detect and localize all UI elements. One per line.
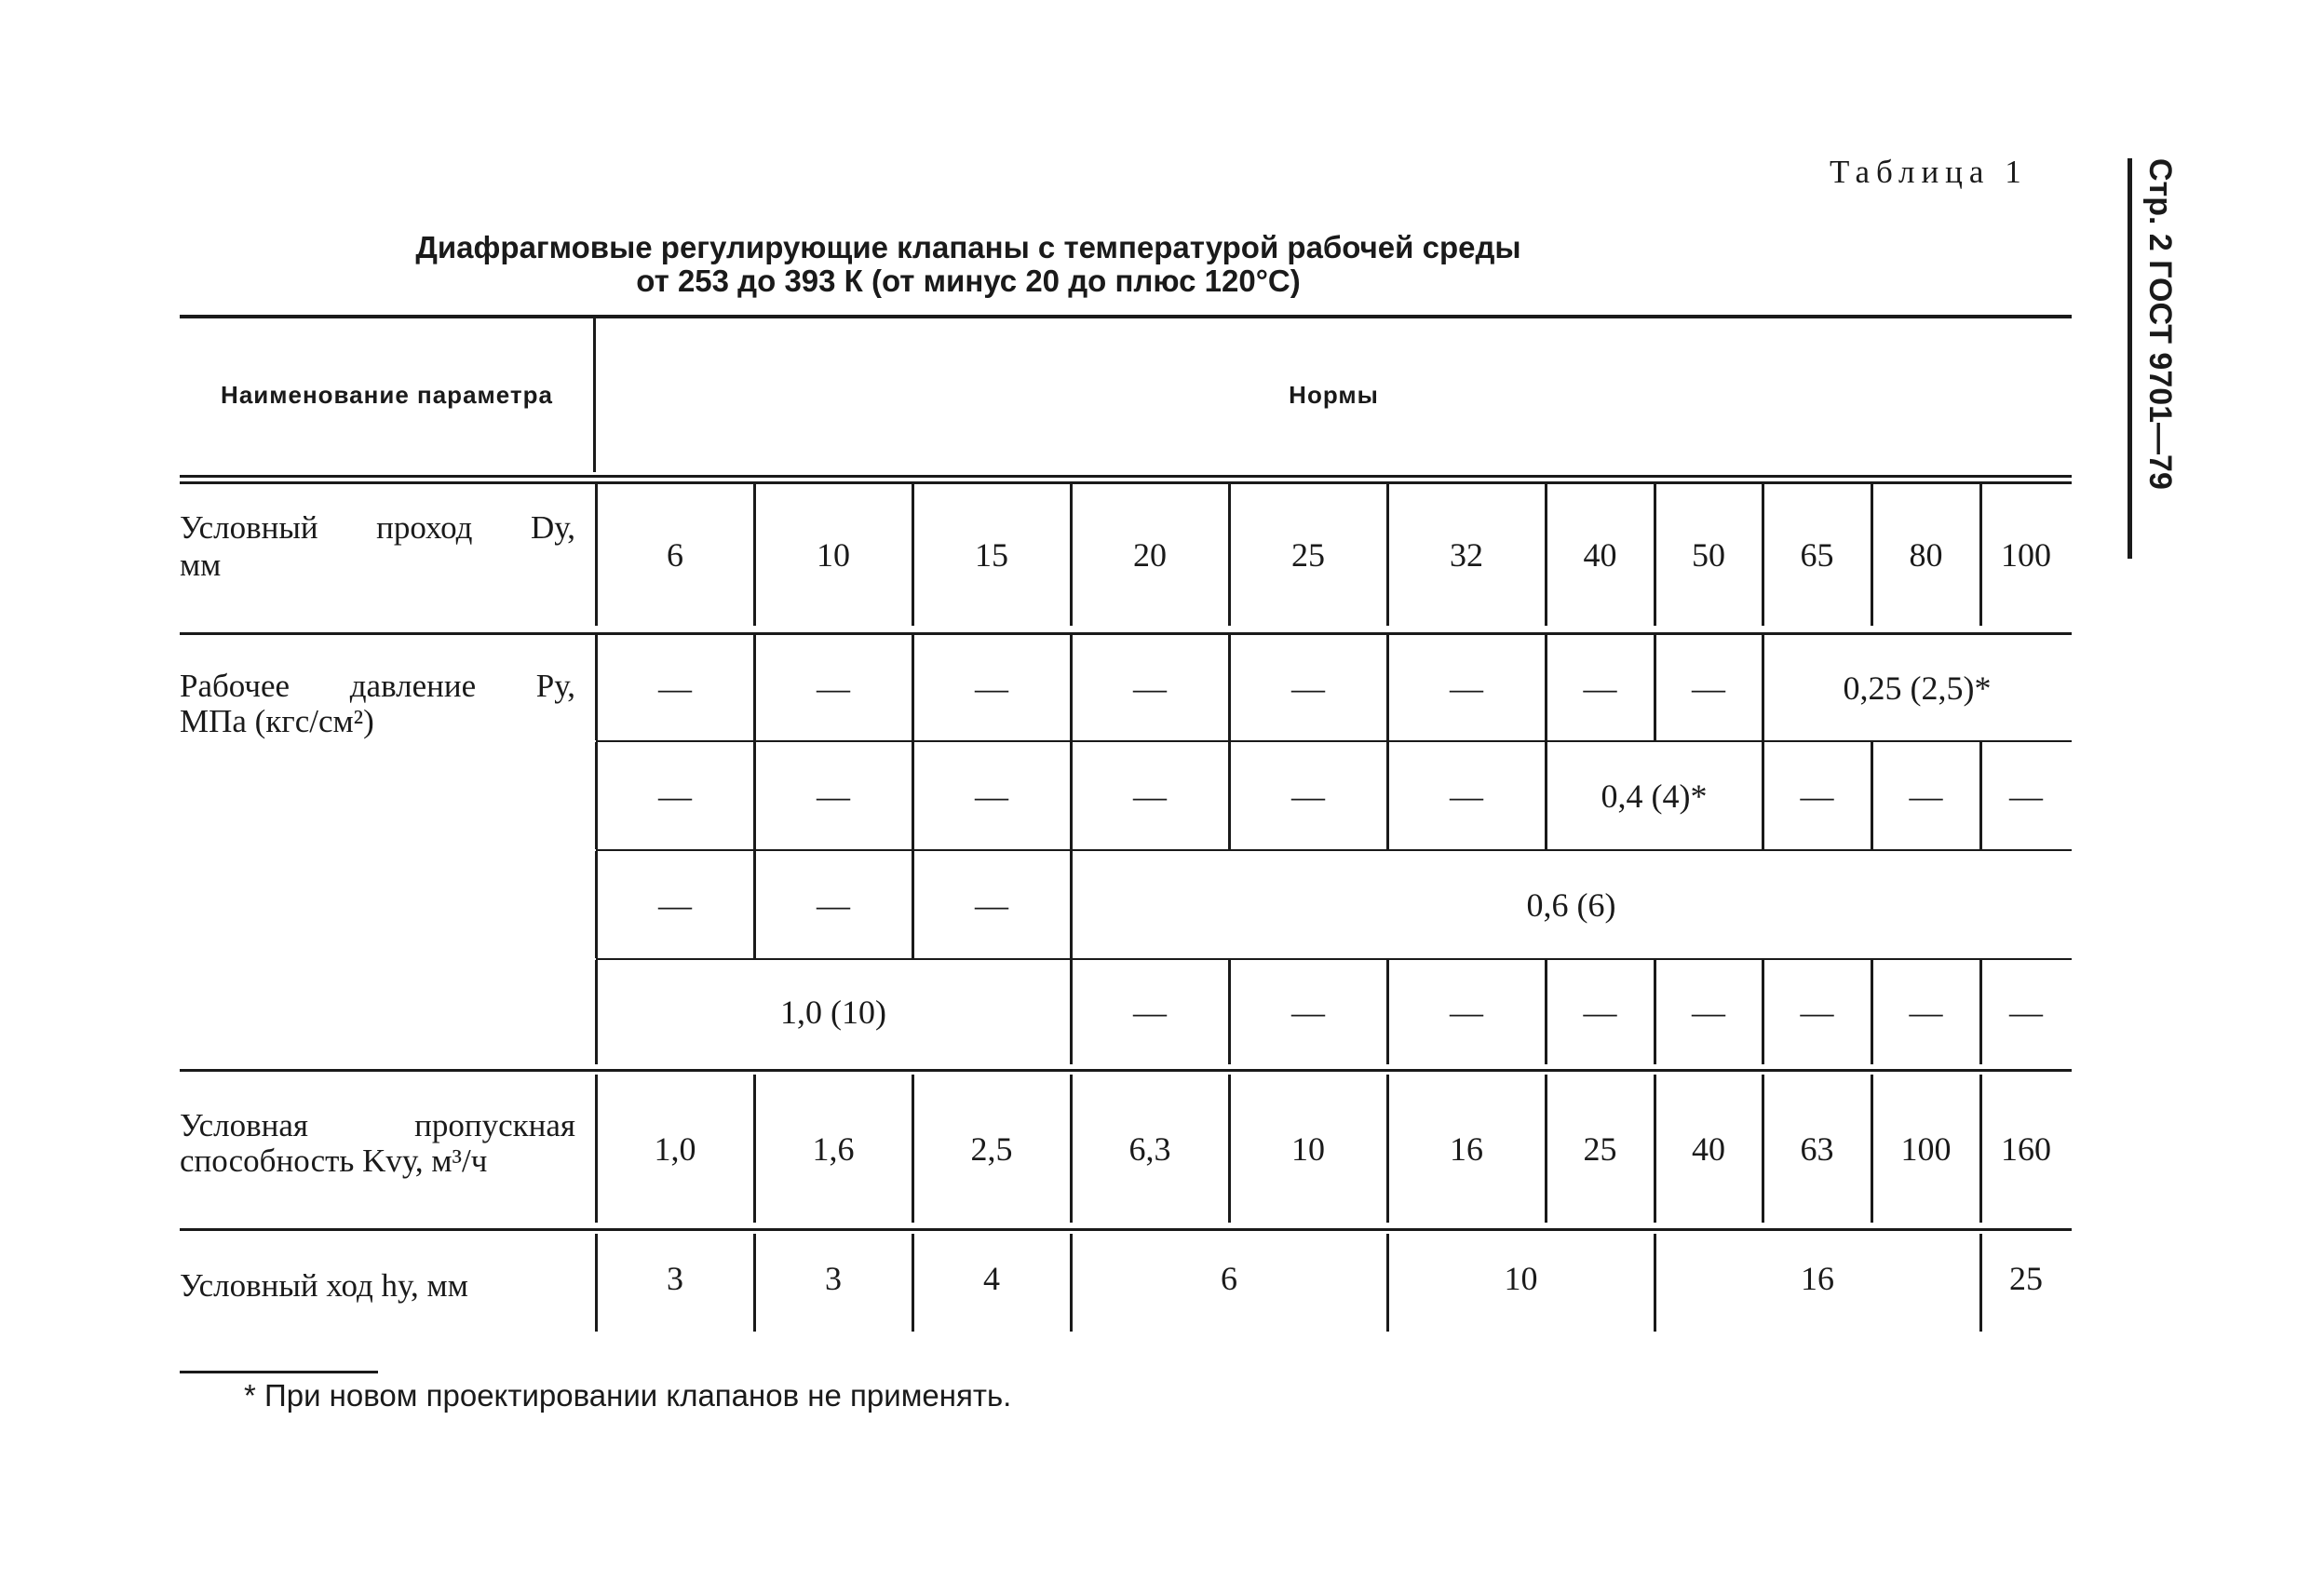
rule-kv bbox=[180, 1228, 2072, 1231]
side-header bbox=[2141, 158, 2179, 559]
py-dash: — bbox=[817, 669, 850, 707]
py-dash: — bbox=[658, 669, 692, 707]
dy-label-line1: Условный проход Dу, bbox=[180, 509, 575, 546]
dy-value: 65 bbox=[1800, 536, 1834, 574]
table-title-line1: Диафрагмовые регулирующие клапаны с температурой рабочей среды bbox=[415, 230, 1521, 264]
py-span-3: 0,6 (6) bbox=[1526, 886, 1616, 924]
py-dash: — bbox=[1291, 994, 1325, 1031]
py-dash: — bbox=[1800, 994, 1834, 1031]
hy-value: 10 bbox=[1504, 1259, 1538, 1297]
kv-value: 2,5 bbox=[970, 1129, 1013, 1168]
dy-value: 40 bbox=[1583, 536, 1617, 574]
py-dash: — bbox=[1909, 777, 1943, 815]
py-dash: — bbox=[1909, 994, 1943, 1031]
side-rule bbox=[2128, 158, 2132, 559]
py-dash: — bbox=[817, 777, 850, 815]
side-header-text: Стр. 2 ГОСТ 9701—79 bbox=[2142, 158, 2178, 490]
py-dash: — bbox=[2009, 777, 2043, 815]
dy-value: 6 bbox=[667, 536, 683, 574]
py-dash: — bbox=[975, 669, 1008, 707]
py-dash: — bbox=[1450, 669, 1483, 707]
dy-value: 10 bbox=[817, 536, 850, 574]
hy-value: 16 bbox=[1801, 1259, 1834, 1297]
kv-value: 1,6 bbox=[812, 1129, 855, 1168]
py-label-line1: Рабочее давление Pу, bbox=[180, 668, 575, 704]
rule-py bbox=[180, 1069, 2072, 1072]
kv-value: 40 bbox=[1692, 1129, 1725, 1168]
dy-value: 32 bbox=[1450, 536, 1483, 574]
table-title-line2: от 253 до 393 К (от минус 20 до плюс 120°С) bbox=[636, 264, 1301, 298]
dy-value: 25 bbox=[1291, 536, 1325, 574]
py-dash: — bbox=[1133, 669, 1167, 707]
rule-header-1 bbox=[180, 475, 2072, 478]
hy-value: 6 bbox=[1221, 1259, 1237, 1297]
py-dash: — bbox=[1291, 777, 1325, 815]
py-span-1: 0,25 (2,5)* bbox=[1843, 669, 1992, 707]
py-dash: — bbox=[1450, 994, 1483, 1031]
py-dash: — bbox=[1583, 669, 1617, 707]
hy-value: 25 bbox=[2009, 1259, 2043, 1297]
py-dash: — bbox=[1133, 994, 1167, 1031]
py-dash: — bbox=[1291, 669, 1325, 707]
dy-value: 100 bbox=[2001, 536, 2051, 574]
kv-value: 25 bbox=[1583, 1129, 1617, 1168]
py-dash: — bbox=[658, 886, 692, 924]
hy-value: 3 bbox=[667, 1259, 683, 1297]
kv-value: 100 bbox=[1900, 1129, 1952, 1168]
dy-value: 50 bbox=[1692, 536, 1725, 574]
footnote-rule bbox=[180, 1371, 378, 1373]
py-dash: — bbox=[1692, 994, 1725, 1031]
kv-label-line2: способность Kvу, м³/ч bbox=[180, 1143, 488, 1179]
hy-label: Условный ход hу, мм bbox=[180, 1267, 468, 1304]
py-dash: — bbox=[2009, 994, 2043, 1031]
dy-value: 20 bbox=[1133, 536, 1167, 574]
kv-value: 160 bbox=[2001, 1129, 2051, 1168]
header-param: Наименование параметра bbox=[221, 381, 553, 409]
kv-value: 16 bbox=[1450, 1129, 1483, 1168]
py-span-4: 1,0 (10) bbox=[780, 994, 886, 1031]
py-label-line2: МПа (кгс/см²) bbox=[180, 703, 374, 739]
table-label: Таблица 1 bbox=[1830, 154, 2028, 190]
py-dash: — bbox=[1583, 994, 1617, 1031]
kv-value: 63 bbox=[1800, 1129, 1834, 1168]
py-dash: — bbox=[975, 777, 1008, 815]
footnote: * При новом проектировании клапанов не применять. bbox=[244, 1378, 1012, 1413]
dy-value: 80 bbox=[1909, 536, 1943, 574]
py-dash: — bbox=[817, 886, 850, 924]
hy-value: 4 bbox=[983, 1259, 1000, 1297]
py-dash: — bbox=[1800, 777, 1834, 815]
dy-label-line2: мм bbox=[180, 547, 222, 583]
py-dash: — bbox=[975, 886, 1008, 924]
header-norms: Нормы bbox=[1289, 381, 1379, 409]
py-span-2: 0,4 (4)* bbox=[1601, 777, 1708, 815]
py-dash: — bbox=[1692, 669, 1725, 707]
py-dash: — bbox=[658, 777, 692, 815]
dy-value: 15 bbox=[975, 536, 1008, 574]
kv-value: 6,3 bbox=[1128, 1129, 1171, 1168]
kv-value: 10 bbox=[1291, 1129, 1325, 1168]
hy-value: 3 bbox=[825, 1259, 842, 1297]
py-dash: — bbox=[1133, 777, 1167, 815]
py-dash: — bbox=[1450, 777, 1483, 815]
kv-label-line1: Условная пропускная bbox=[180, 1107, 575, 1143]
kv-value: 1,0 bbox=[654, 1129, 696, 1168]
